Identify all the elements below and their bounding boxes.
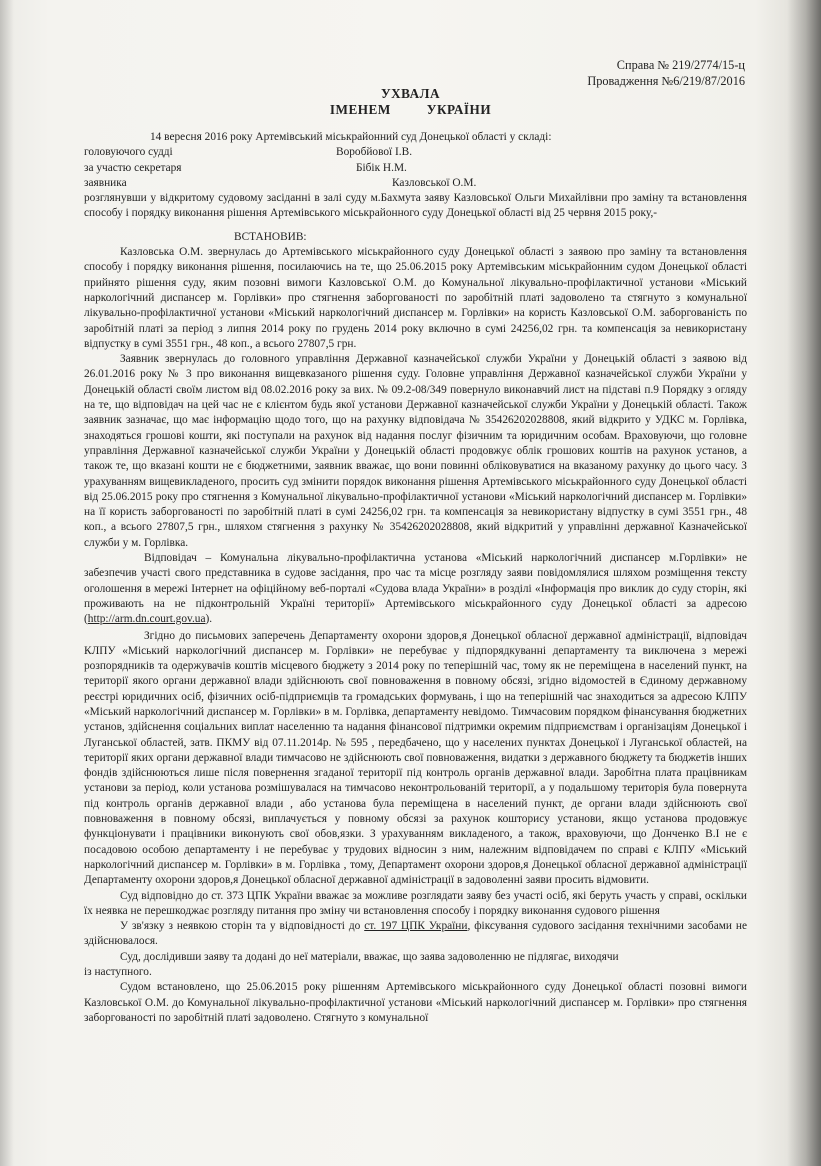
document-body (84, 130, 747, 1026)
article-197-link[interactable]: ст. 197 ЦПК України (364, 920, 468, 933)
secretary-label: за участю секретаря (84, 161, 182, 174)
applicant-label: заявника (84, 176, 127, 189)
court-website-link[interactable]: http://arm.dn.court.gov.ua (87, 613, 206, 626)
considered-paragraph: розглянувши у відкритому судовому засіданні в залі суду м.Бахмута заяву Казловської Ольги Михайлівни про заміну та встановлення способу і порядку виконання рішення Артемівського міськрайонного суду Донецької області від 25 червня 2015 року,- (84, 192, 747, 220)
paragraph-6-end: , фіксування судового засідання технічними засобами не здійснювалося. (84, 920, 748, 948)
date-line: 14 вересня 2016 року Артемівський міськрайонний суд Донецької області у складі: (150, 131, 552, 143)
applicant-row (84, 176, 747, 191)
secretary-row (84, 161, 747, 176)
judge-row (84, 145, 747, 160)
paragraph-7-cont: із наступного. (84, 966, 152, 979)
scan-right-shadow (787, 0, 821, 1166)
paragraph-6-text: У зв'язку з неявкою сторін та у відповідності до (120, 920, 365, 933)
paragraph-2: Заявник звернулась до головного управління Державної казначейської служби України у Донецькій області з заявою від 26.01.2016 року № 3 про виконання вищевказаного рішення суду. Головне управління Державної казначейської служби України у Донецькій області своїм листом від 08.02.2016 року за вих. № 09.2-08/349 повернуло виконавчий лист на підставі п.9 Порядку з огляду на те, що відповідач на цей час не є клієнтом будь якої установи Державної казначейської служби України у Донецькій області. Також заявник зазначає, що має інформацію щодо того, що на рахунку відповідача № 35426202028808, який відкрито у УДКС м. Горлівка, знаходяться грошові кошти, які поступали на рахунок від надання послуг фізичним та юридичним особам. Враховуючи, що головне управління Державної казначейської служби України у Донецькій області продовжує облік грошових коштів на рахунок установ, а також те, що вказані кошти не є бюджетними, заявник вважає, що вони повинні обліковуватися на вказаному рахунку до цього часу. З урахуванням вищевикладеного, просить суд змінити порядок виконання рішення Артемівського міськрайонного суду Донецької області від 25.06.2015 року про стягнення з Комунальної лікувально-профілактичної установи «Міський наркологічний диспансер м. Горлівки» на її користь заборгованості по заробітній платі в сумі 24256,02 грн. та компенсація за невикористану відпустку в сумі 3551 грн., 48 коп., а всього 27807,5 грн., шляхом стягнення з рахунку № 35426202028808, який відкритий у управлінні державної Казначейської служби у м. Горлівка. (84, 353, 747, 549)
applicant-name: Казловської О.М. (392, 176, 477, 189)
paragraph-5: Суд відповідно до ст. 373 ЦПК України вважає за можливе розглядати заяву без участі осіб, які беруть участь у справі, оскільки їх неявка не перешкоджає розгляду питання про зміну чи встановлення способу і порядку виконання судового рішення (84, 889, 747, 917)
proceeding-number: Провадження №6/219/87/2016 (587, 74, 745, 88)
case-number: Справа № 219/2774/15-ц (616, 58, 745, 72)
paragraph-8: Судом встановлено, що 25.06.2015 року рішенням Артемівського міськрайонного суду Донецької області позовні вимоги Казловської О.М. до Комунальної лікувально-профілактичної установи «Міський наркологічний диспансер м. Горлівки» про стягнення заборгованості по заробітній платі задоволено. Стягнуто з комунальної (84, 981, 747, 1024)
document-title: УХВАЛА (380, 86, 441, 101)
paragraph-1: Казловська О.М. звернулась до Артемівського міськрайонного суду Донецької області з заявою про заміну та встановлення способу і порядку виконання рішення, посилаючись на те, що 25.06.2015 року Артемівським міськрайонним судом Донецької області прийнято рішення суду, яким позовні вимоги Казловської О.М. до Комунальної лікувально-профілактичної установи «Міський наркологічний диспансер м. Горлівки» про стягнення заборгованості по заробітній платі задоволено та стягнуто з комунальної лікувально-профілактичної установи «Міський наркологічний диспансер м. Горлівки» на користь Казловської О.М. заборгованість по заробітній платі за період з липня 2014 року по грудень 2014 року включно в сумі 24256,02 грн. та компенсація за невикористану відпустку в сумі 3551 грн., 48 коп., а всього 27807,5 грн. (84, 246, 747, 350)
paragraph-4: Згідно до письмових заперечень Департаменту охорони здоров,я Донецької обласної державної адміністрації, відповідач КЛПУ «Міський наркологічний диспансер м. Горлівки» не перебуває у підпорядкуванні департаменту та виключена з мережі розпорядників та одержувачів коштів місцевого бюджету з 2014 року по теперішній час, тому як не переміщена в населений пункт, на території якого органи державної влади здійснюють свої повноваження в повному обсязі, згідно відомостей в Єдиному державному реєстрі юридичних осіб, фізичних осіб-підприємців та громадських формувань, і що на теперішній час знаходиться за адресою КЛПУ «Міський наркологічний диспансер м. Горлівки» в м. Горлівка, департаменту невідомо. Тимчасовим порядком фінансування бюджетних установ, здійснення соціальних виплат населенню та надання фінансової підтримки окремим підприємствам і організаціям Донецької і Луганської областей, затв. ПКМУ від 07.11.2014р. № 595 , передбачено, що у населених пунктах Донецької і Луганської областей, на території яких органи державної влади тимчасово не здійснюють свої повноваження, видатки з державного бюджету та бюджетів інших фондів здійснюються лише після повернення згаданої території під контроль органів державної влади. Заробітна плата працівникам установи за період, коли установа розмішувалася на тимчасово неконтрольованій території, а у подальшому територія була повернута під контроль органів державної влади , або установа була переміщена в населений пункт, де органи влади здійснюють свої повноваження в повному обсязі, виплачується у повному обсязі за рахунок кошторису установи, якщо установа продовжує функціонувати і працівники виконують свої обов,язки. З урахуванням викладеного, а також, враховуючи, що Донченко В.І не є посадовою особою департаменту і не перебуває у трудових відносин з ним, належним відповідачем по справі є КЛПУ «Міський наркологічний диспансер м. Горлівки» в м. Горлівка , тому, Департамент охорони здоров,я Донецької обласної державної адміністрації Департаменту охорони здоров,я Донецької обласної державної адміністрації в задоволенні заяви просить відмовити. (84, 629, 747, 887)
document-subtitle (0, 102, 821, 118)
case-reference (587, 57, 745, 89)
subtitle-part-1: ІМЕНЕМ (329, 102, 391, 117)
paragraph-3-text: Відповідач – Комунальна лікувально-профілактична установа «Міський наркологічний диспансер м.Горлівки» не забезпечив участі свого представника в судове засідання, про час та місце розгляду заяви повідомлялися шляхом розміщення тексту оголошення в мережі Інтернет на офіційному веб-порталі «Судова влада України» в розділі «Інформація про виклик до суду сторін, які проживають на не підконтрольній Україні території» Артемівського міськрайонного суду Донецької області за адресою ( (84, 552, 747, 626)
scan-left-shadow (0, 0, 14, 1166)
subtitle-part-2: УКРАЇНИ (426, 102, 492, 117)
secretary-name: Бібік Н.М. (356, 161, 407, 174)
paragraph-6 (84, 919, 747, 950)
established-heading: ВСТАНОВИВ: (234, 230, 307, 243)
judge-label: головуючого судді (84, 146, 173, 159)
paragraph-3-end: ). (205, 613, 213, 626)
judge-name: Воробйової І.В. (336, 146, 413, 159)
paragraph-3 (84, 551, 747, 627)
paragraph-7: Суд, дослідивши заяву та додані до неї матеріали, вважає, що заява задоволенню не підлягає, виходячи (120, 950, 619, 963)
